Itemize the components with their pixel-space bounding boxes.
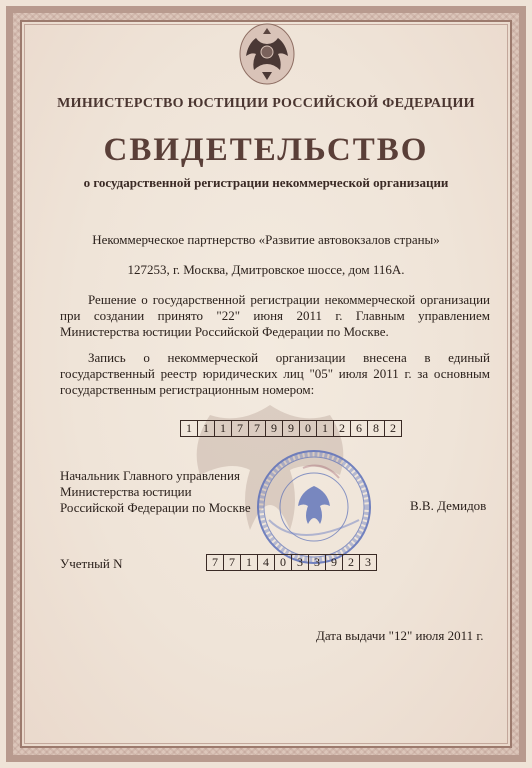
ogrn-digit: 1 — [215, 421, 232, 436]
ogrn-digit: 1 — [198, 421, 215, 436]
double-headed-eagle-emblem-icon — [238, 16, 296, 88]
round-stamp-icon — [255, 448, 373, 566]
signer-name: В.В. Демидов — [410, 498, 487, 513]
registration-digit: 1 — [241, 555, 258, 570]
ogrn-digit: 7 — [249, 421, 266, 436]
chief-title-line: Начальник Главного управления — [60, 468, 240, 483]
ogrn-digit: 6 — [351, 421, 368, 436]
ogrn-digit: 0 — [300, 421, 317, 436]
organization-address: 127253, г. Москва, Дмитровское шоссе, дом 116А. — [127, 262, 405, 277]
registration-digit: 7 — [224, 555, 241, 570]
ogrn-digit: 7 — [232, 421, 249, 436]
registration-digit: 0 — [275, 555, 292, 570]
ministry-name: МИНИСТЕРСТВО ЮСТИЦИИ РОССИЙСКОЙ ФЕДЕРАЦИИ — [57, 96, 475, 111]
organization-name: Некоммерческое партнерство «Развитие автовокзалов страны» — [92, 232, 440, 247]
ogrn-digit: 9 — [266, 421, 283, 436]
registration-digit: 3 — [309, 555, 326, 570]
ogrn-digit: 1 — [317, 421, 334, 436]
registration-digit: 3 — [365, 555, 371, 569]
document-subtitle: о государственной регистрации некоммерческой организации — [83, 175, 449, 190]
issue-date: Дата выдачи "12" июля 2011 г. — [316, 628, 484, 643]
ogrn-digit: 9 — [283, 421, 300, 436]
registration-digit: 7 — [207, 555, 224, 570]
ogrn-digit: 2 — [334, 421, 351, 436]
registration-digit: 3 — [292, 555, 309, 570]
registration-digit: 2 — [343, 555, 360, 570]
ogrn-digit: 8 — [368, 421, 385, 436]
ogrn-digit: 1 — [181, 421, 198, 436]
document-title: СВИДЕТЕЛЬСТВО — [103, 132, 429, 168]
registration-label: Учетный N — [60, 556, 123, 571]
ogrn-digit: 2 — [390, 421, 396, 435]
registry-record: Запись о некоммерческой организации внесена в единый государственный реестр юридических лиц "05" июля 2011 г. за основным государственным регистрационным номером: — [60, 350, 490, 397]
registration-digit: 9 — [326, 555, 343, 570]
chief-title-line: Министерства юстиции — [60, 484, 192, 499]
registration-decision: Решение о государственной регистрации некоммерческой организации при создании принято "22" июня 2011 г. Главным управлением Министерства юстиции Российской Федерации по Москве. — [60, 292, 490, 339]
registration-digit: 4 — [258, 555, 275, 570]
chief-title-line: Российской Федерации по Москве — [60, 500, 251, 515]
ogrn-number — [180, 420, 402, 437]
registration-number — [206, 554, 377, 571]
